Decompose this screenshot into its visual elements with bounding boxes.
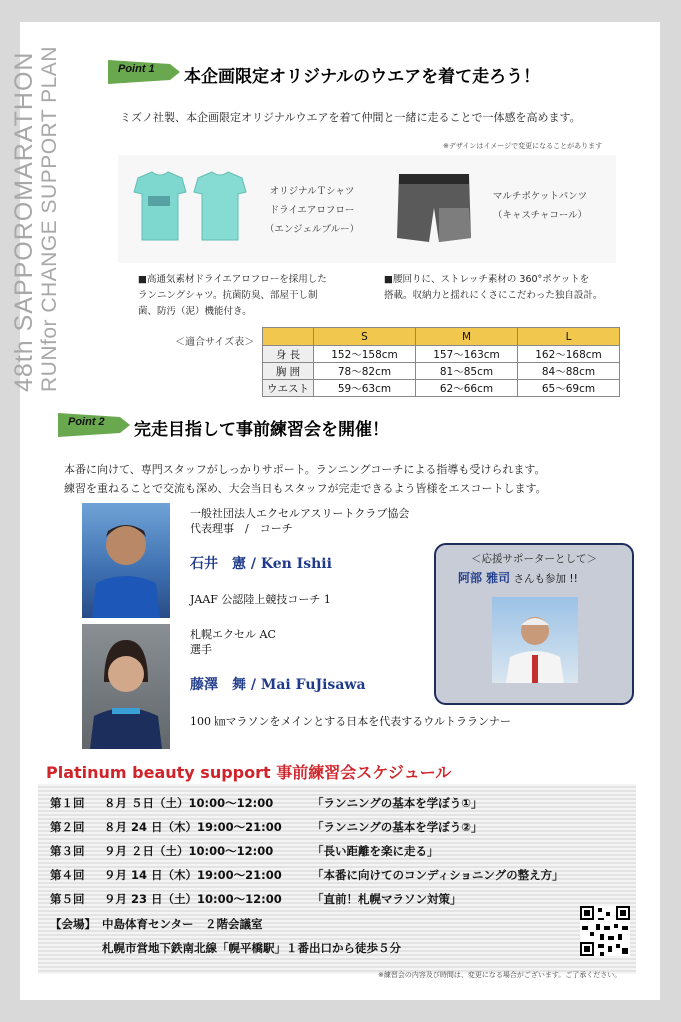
size-header-m: M	[416, 328, 518, 346]
side-title-line1: 48th SAPPOROMARATHON	[10, 51, 38, 392]
pants-caption: マルチポケットパンツ （キャスチャコール）	[492, 191, 588, 221]
supporter-name: 阿部 雅司	[458, 571, 511, 585]
coach2-affiliation: 札幌エクセル AC 選手	[190, 628, 276, 656]
point1-badge: Point 1	[108, 60, 180, 82]
tshirt-description: ■高通気素材ドライエアロフローを採用した ランニングシャツ。抗菌防臭、部屋干し制 菌、防汚（泥）機能付き。	[138, 274, 327, 317]
size-row: 胸 囲 78〜82cm 81〜85cm 84〜88cm	[263, 363, 620, 380]
point1-intro: ミズノ社製、本企画限定オリジナルウエアを着て仲間と一緒に走ることで一体感を高めます。	[120, 111, 581, 124]
coach2-photo	[82, 624, 170, 749]
qr-code-icon	[580, 906, 630, 956]
coach1-name: 石井 憲 / Ken Ishii	[190, 556, 332, 572]
schedule-footnote: ※練習会の内容及び時間は、変更になる場合がございます。ご了承ください。	[378, 971, 622, 979]
point2-heading: 完走目指して事前練習会を開催！	[134, 420, 389, 440]
point2-badge: Point 2	[58, 413, 130, 435]
venue-label: 【会場】	[50, 917, 96, 931]
tshirt-image	[130, 170, 250, 248]
pants-image	[395, 168, 473, 250]
venue-access: 札幌市営地下鉄南北線「幌平橋駅」１番出口から徒歩５分	[102, 941, 401, 955]
supporter-photo	[492, 597, 578, 683]
supporter-label: ＜応援サポーターとして＞	[471, 553, 597, 565]
side-title	[12, 46, 60, 392]
supporter-line: 阿部 雅司 さんも参加 !!	[458, 571, 578, 585]
tshirt-caption: オリジナルＴシャツ ドライエアロフロー （エンジェルブルー）	[264, 186, 360, 235]
point2-intro-line1: 本番に向けて、専門スタッフがしっかりサポート。ランニングコーチによる指導も受けられます。	[64, 463, 546, 476]
coach2-name: 藤澤 舞 / Mai FuJisawa	[190, 677, 366, 693]
pants-description: ■腰回りに、ストレッチ素材の 360°ポケットを 搭載。収納力と揺れにくさにこだわった独自設計。	[384, 274, 603, 301]
schedule-title: Platinum beauty support 事前練習会スケジュール	[46, 763, 452, 782]
supporter-box	[434, 543, 634, 705]
design-note: ※デザインはイメージで変更になることがあります	[443, 142, 603, 150]
qr-code[interactable]	[580, 906, 630, 956]
size-table-header	[263, 328, 620, 346]
side-title-line2: RUNfor CHANGE SUPPORT PLAN	[38, 46, 61, 392]
coach1-affiliation: 一般社団法人エクセルアスリートクラブ協会 代表理事 / コーチ	[190, 507, 410, 535]
size-table	[262, 327, 620, 397]
point2-intro-line2: 練習を重ねることで交流も深め、大会当日もスタッフが完走できるよう皆様をエスコートします。	[64, 482, 547, 495]
size-header-s: S	[314, 328, 416, 346]
coach1-photo	[82, 503, 170, 618]
size-header-l: L	[518, 328, 620, 346]
size-row: ウエスト 59〜63cm 62〜66cm 65〜69cm	[263, 380, 620, 397]
coach2-description: 100 ㎞マラソンをメインとする日本を代表するウルトラランナー	[190, 715, 511, 728]
point1-heading: 本企画限定オリジナルのウエアを着て走ろう！	[184, 67, 541, 87]
size-row: 身 長 152〜158cm 157〜163cm 162〜168cm	[263, 346, 620, 363]
venue-name: 中島体育センター ２階会議室	[102, 917, 263, 931]
size-table-label: ＜適合サイズ表＞	[175, 337, 255, 348]
coach1-credential: JAAF 公認陸上競技コーチ 1	[190, 593, 331, 606]
